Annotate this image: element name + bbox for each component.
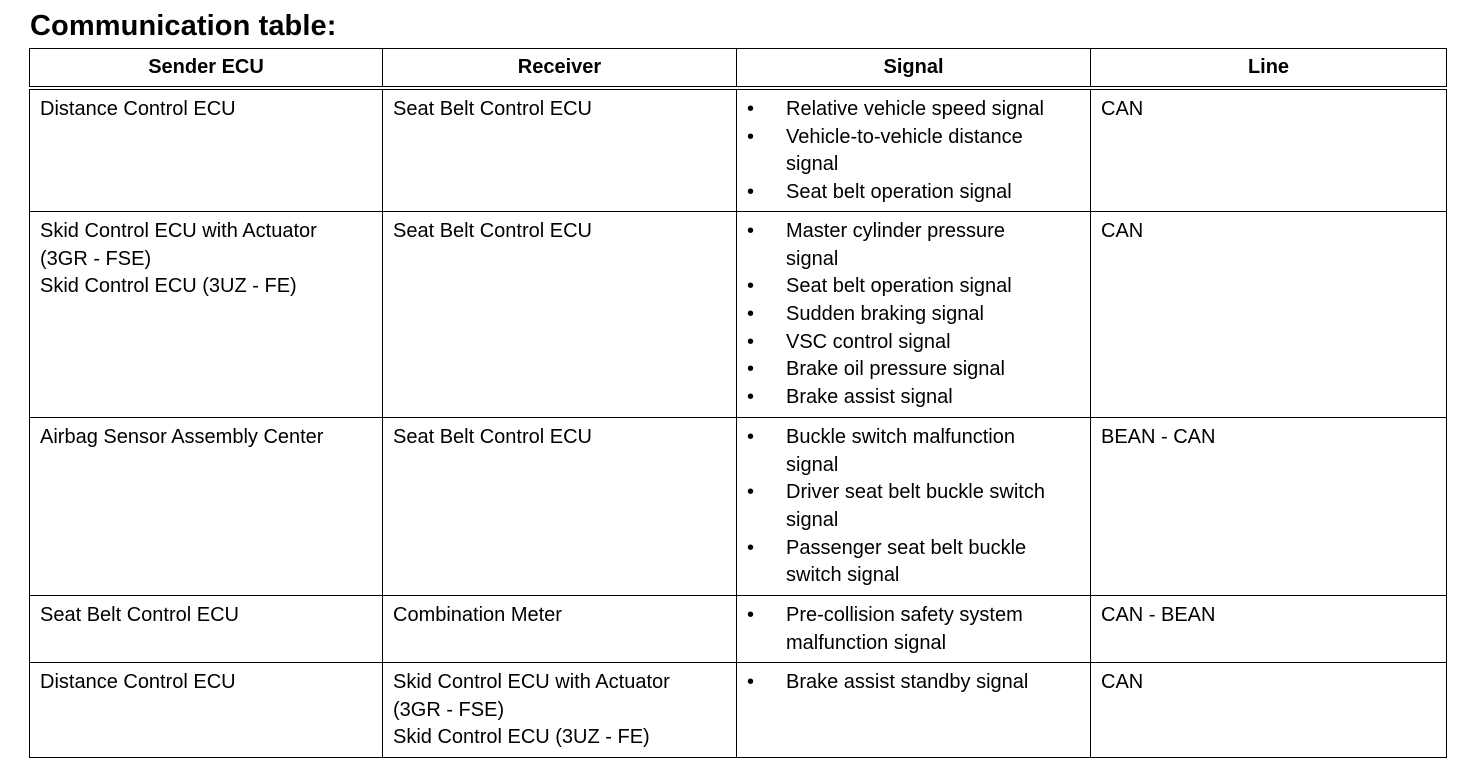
table-row bbox=[30, 595, 1447, 662]
signal-text: switch signal bbox=[786, 564, 900, 587]
signal-item bbox=[747, 124, 1080, 179]
signal-list bbox=[747, 424, 1080, 590]
receiver-text: Combination Meter bbox=[393, 603, 562, 626]
table-row bbox=[30, 417, 1447, 595]
signal-text: Driver seat belt buckle switch bbox=[786, 481, 1045, 504]
bullet-icon: • bbox=[747, 670, 755, 693]
signal-text: Seat belt operation signal bbox=[786, 181, 1012, 204]
sender-text: Skid Control ECU with Actuator bbox=[40, 219, 317, 242]
bullet-icon: • bbox=[747, 603, 755, 626]
signal-text: Passenger seat belt buckle bbox=[786, 536, 1027, 559]
receiver-text: Skid Control ECU with Actuator bbox=[393, 670, 670, 693]
sender-text: Airbag Sensor Assembly Center bbox=[40, 425, 324, 448]
sender-cell bbox=[30, 211, 383, 417]
signal-cell bbox=[737, 417, 1091, 595]
bullet-icon: • bbox=[747, 302, 755, 325]
signal-item bbox=[747, 424, 1080, 479]
communication-table bbox=[29, 48, 1447, 758]
signal-text: Buckle switch malfunction bbox=[786, 425, 1015, 448]
signal-text: Relative vehicle speed signal bbox=[786, 98, 1044, 120]
sender-cell bbox=[30, 595, 383, 662]
line-text: CAN bbox=[1101, 670, 1144, 693]
line-text: CAN bbox=[1101, 219, 1144, 242]
sender-text: Distance Control ECU bbox=[40, 98, 236, 120]
signal-cell bbox=[737, 662, 1091, 757]
line-cell bbox=[1091, 211, 1447, 417]
receiver-text: Seat Belt Control ECU bbox=[393, 98, 592, 120]
signal-text: malfunction signal bbox=[786, 631, 947, 654]
line-cell bbox=[1091, 88, 1447, 211]
signal-text: VSC control signal bbox=[786, 330, 951, 353]
line-cell bbox=[1091, 662, 1447, 757]
receiver-cell bbox=[383, 211, 737, 417]
sender-cell bbox=[30, 662, 383, 757]
bullet-icon: • bbox=[747, 98, 755, 120]
bullet-icon: • bbox=[747, 536, 755, 559]
bullet-icon: • bbox=[747, 125, 755, 148]
signal-item bbox=[747, 218, 1080, 273]
signal-cell bbox=[737, 595, 1091, 662]
signal-list bbox=[747, 602, 1080, 657]
table-row bbox=[30, 662, 1447, 757]
signal-text: signal bbox=[786, 153, 839, 176]
signal-cell bbox=[737, 88, 1091, 211]
signal-text: signal bbox=[786, 453, 839, 476]
signal-list bbox=[747, 218, 1080, 412]
line-cell bbox=[1091, 417, 1447, 595]
bullet-icon: • bbox=[747, 219, 755, 242]
signal-list bbox=[747, 669, 1080, 697]
receiver-text: (3GR - FSE) bbox=[393, 698, 505, 721]
signal-item bbox=[747, 535, 1080, 590]
bullet-icon: • bbox=[747, 481, 755, 504]
bullet-icon: • bbox=[747, 358, 755, 381]
signal-text: Sudden braking signal bbox=[786, 302, 984, 325]
line-text: CAN - BEAN bbox=[1101, 603, 1216, 626]
line-cell bbox=[1091, 595, 1447, 662]
signal-cell bbox=[737, 211, 1091, 417]
bullet-icon: • bbox=[747, 386, 755, 409]
sender-cell bbox=[30, 88, 383, 211]
signal-text: Brake assist standby signal bbox=[786, 670, 1029, 693]
line-text: CAN bbox=[1101, 98, 1144, 120]
receiver-text: Seat Belt Control ECU bbox=[393, 425, 592, 448]
table-row bbox=[30, 211, 1447, 417]
line-text: BEAN - CAN bbox=[1101, 425, 1216, 448]
table-row bbox=[30, 88, 1447, 211]
signal-text: Pre-collision safety system bbox=[786, 603, 1023, 626]
sender-text: Distance Control ECU bbox=[40, 670, 236, 693]
bullet-icon: • bbox=[747, 181, 755, 204]
page-title: Communication table: bbox=[30, 10, 337, 42]
signal-item bbox=[747, 602, 1080, 657]
signal-text: Vehicle-to-vehicle distance bbox=[786, 125, 1023, 148]
signal-item bbox=[747, 384, 1080, 412]
receiver-text: Seat Belt Control ECU bbox=[393, 219, 592, 242]
signal-item bbox=[747, 179, 1080, 207]
column-header-receiver: Receiver bbox=[383, 49, 737, 89]
sender-text: Seat Belt Control ECU bbox=[40, 603, 239, 626]
signal-item bbox=[747, 301, 1080, 329]
signal-item bbox=[747, 479, 1080, 534]
signal-text: Seat belt operation signal bbox=[786, 275, 1012, 298]
signal-text: signal bbox=[786, 247, 839, 270]
bullet-icon: • bbox=[747, 425, 755, 448]
table-header-row bbox=[30, 49, 1447, 89]
column-header-sender-ecu: Sender ECU bbox=[30, 49, 383, 89]
signal-text: Brake oil pressure signal bbox=[786, 358, 1005, 381]
signal-text: Brake assist signal bbox=[786, 386, 953, 409]
signal-item bbox=[747, 96, 1080, 124]
sender-text: Skid Control ECU (3UZ - FE) bbox=[40, 275, 297, 298]
signal-item bbox=[747, 356, 1080, 384]
receiver-cell bbox=[383, 595, 737, 662]
signal-text: Master cylinder pressure bbox=[786, 219, 1005, 242]
receiver-cell bbox=[383, 417, 737, 595]
column-header-signal: Signal bbox=[737, 49, 1091, 89]
bullet-icon: • bbox=[747, 330, 755, 353]
sender-text: (3GR - FSE) bbox=[40, 247, 152, 270]
receiver-cell bbox=[383, 88, 737, 211]
signal-item bbox=[747, 273, 1080, 301]
column-header-line: Line bbox=[1091, 49, 1447, 89]
receiver-text: Skid Control ECU (3UZ - FE) bbox=[393, 726, 650, 749]
bullet-icon: • bbox=[747, 275, 755, 298]
receiver-cell bbox=[383, 662, 737, 757]
signal-item bbox=[747, 669, 1080, 697]
signal-list bbox=[747, 96, 1080, 207]
signal-text: signal bbox=[786, 508, 839, 531]
signal-item bbox=[747, 329, 1080, 357]
sender-cell bbox=[30, 417, 383, 595]
